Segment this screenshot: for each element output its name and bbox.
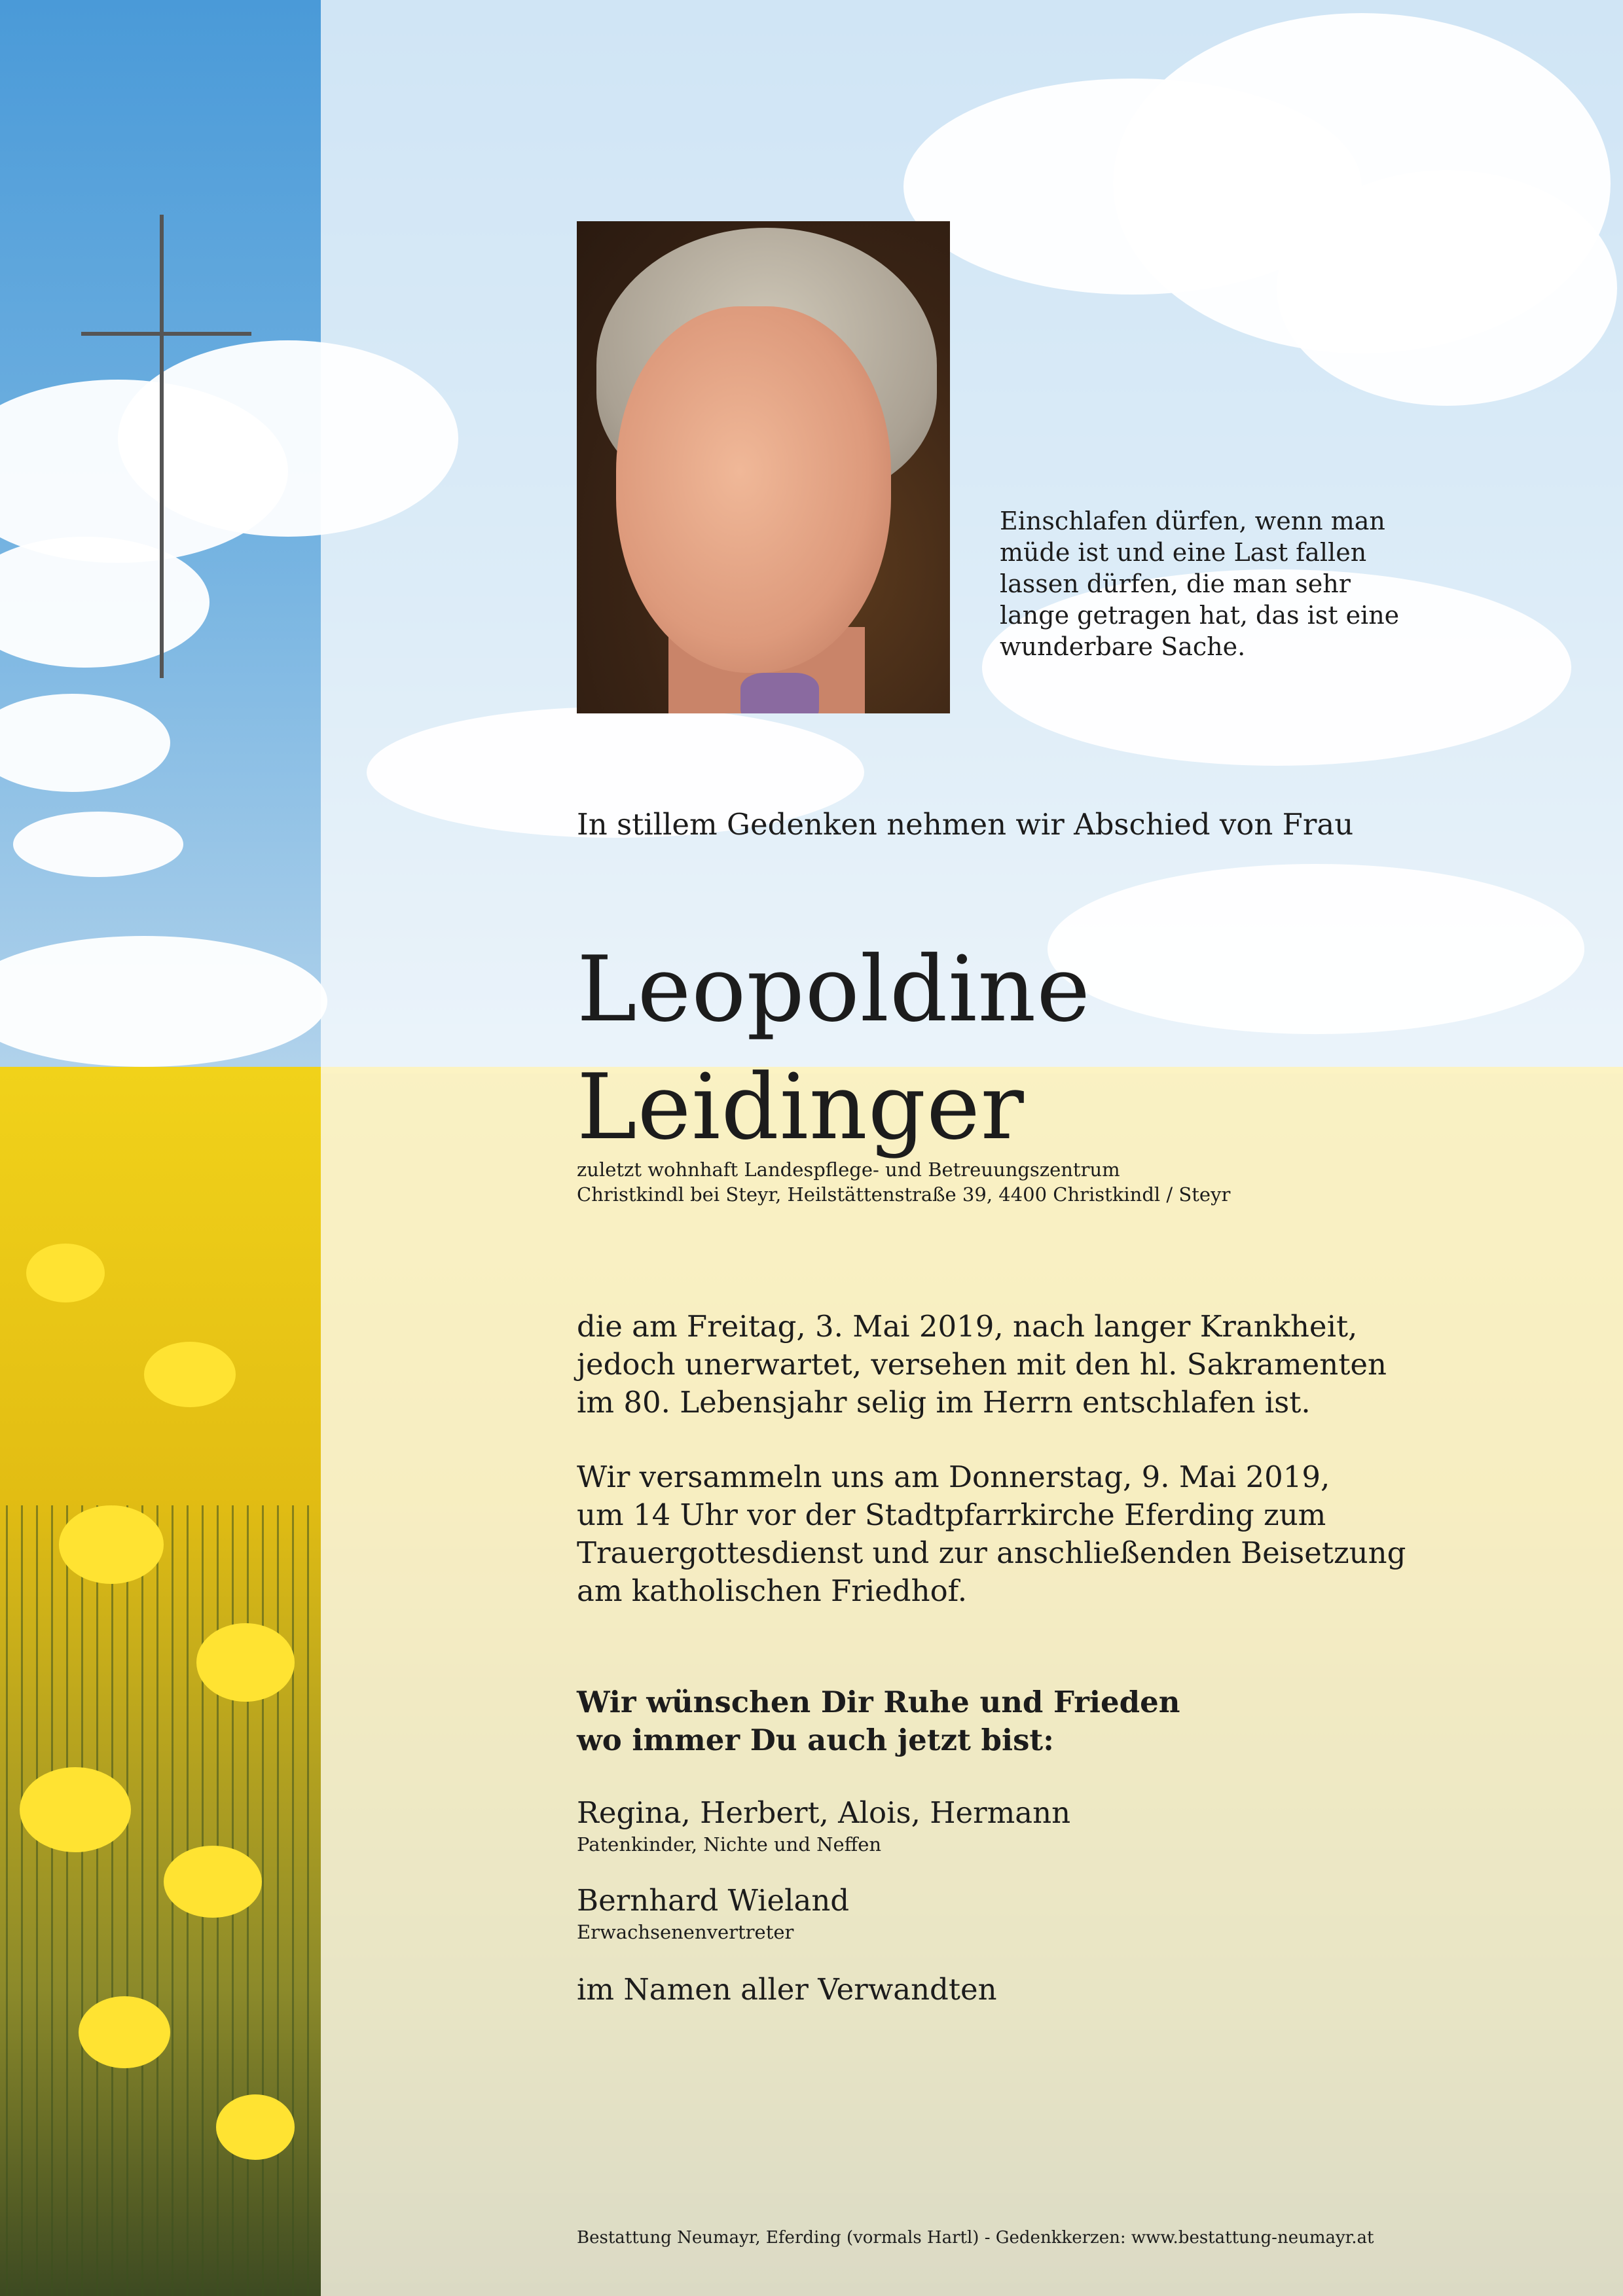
portrait-photo	[577, 221, 950, 713]
blossom	[79, 1996, 170, 2068]
blossom	[164, 1846, 262, 1918]
blossom	[144, 1342, 236, 1407]
cross-icon-bar	[81, 332, 251, 336]
portrait-collar	[740, 673, 819, 713]
farewell-wish: Wir wünschen Dir Ruhe und Frieden wo immer Du auch jetzt bist:	[577, 1685, 1180, 1757]
mourner-role: Patenkinder, Nichte und Neffen	[577, 1833, 882, 1856]
intro-line: In stillem Gedenken nehmen wir Abschied von Frau	[577, 807, 1354, 842]
deceased-name: Leopoldine Leidinger	[577, 937, 1091, 1160]
mourner-names: Regina, Herbert, Alois, Hermann	[577, 1795, 1071, 1830]
mourner-role: Erwachsenenvertreter	[577, 1921, 794, 1943]
funeral-home-footer: Bestattung Neumayr, Eferding (vormals Hartl) - Gedenkkerzen: www.bestattung-neumayr.at	[577, 2228, 1374, 2248]
death-notice: die am Freitag, 3. Mai 2019, nach langer Krankheit, jedoch unerwartet, versehen mit den hl. Sakramenten im 80. Lebensjahr selig im Herrn entschlafen ist.	[577, 1309, 1387, 1420]
funeral-details: Wir versammeln uns am Donnerstag, 9. Mai 2019, um 14 Uhr vor der Stadtpfarrkirche Eferding zum Trauergottesdienst und zur anschließenden Beisetzung am katholischen Friedhof.	[577, 1460, 1406, 1608]
blossom	[26, 1244, 105, 1302]
plant-stems	[0, 1505, 321, 2296]
portrait-face	[616, 306, 891, 673]
blossom	[216, 2094, 295, 2160]
blossom	[196, 1623, 295, 1702]
blossom	[59, 1505, 164, 1584]
mourner-names: Bernhard Wieland	[577, 1883, 850, 1918]
last-residence: zuletzt wohnhaft Landespflege- und Betreuungszentrum Christkindl bei Steyr, Heilstättenstraße 39, 4400 Christkindl / Steyr	[577, 1158, 1231, 1206]
memorial-quote: Einschlafen dürfen, wenn man müde ist und eine Last fallen lassen dürfen, die man sehr lange getragen hat, das ist eine wunderbare Sache.	[1000, 507, 1400, 661]
blossom	[20, 1767, 131, 1852]
closing-line: im Namen aller Verwandten	[577, 1972, 997, 2007]
cross-icon	[160, 215, 164, 678]
cloud	[13, 812, 183, 877]
